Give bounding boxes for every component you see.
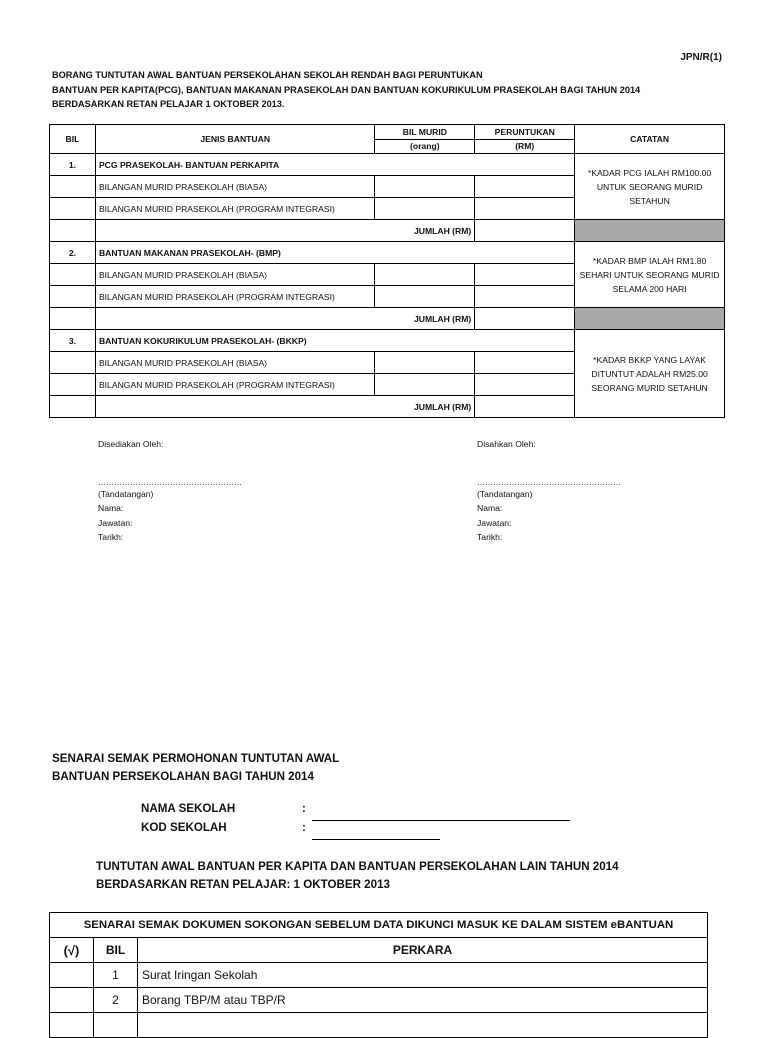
school-name-label: NAMA SEKOLAH <box>141 802 236 815</box>
signature-label: (Tandatangan) <box>477 489 533 500</box>
row-label: BILANGAN MURID PRASEKOLAH (PROGRAM INTEGRASI) <box>95 374 375 396</box>
checklist-table-title: SENARAI SEMAK DOKUMEN SOKONGAN SEBELUM DATA DIKUNCI MASUK KE DALAM SISTEM eBANTUAN <box>50 913 708 938</box>
date-label: Tarikh: <box>477 531 503 542</box>
row-label: BILANGAN MURID PRASEKOLAH (BIASA) <box>95 176 375 198</box>
item-text: Surat Iringan Sekolah <box>138 963 708 988</box>
section-3-title-row <box>50 330 725 352</box>
colon: : <box>302 802 306 815</box>
form-header <box>52 68 640 112</box>
peruntukan-unit: (RM) <box>475 139 575 154</box>
col-bil-murid-header: BIL MURID <box>375 125 475 140</box>
bil-murid-input-cell[interactable] <box>375 198 475 220</box>
peruntukan-input-cell[interactable] <box>475 198 575 220</box>
total-label: JUMLAH (RM) <box>95 308 474 330</box>
signature-line: ……………………………………………… <box>477 478 621 488</box>
section-2-note: *KADAR BMP IALAH RM1.80 SEHARI UNTUK SEORANG MURID SELAMA 200 HARI <box>575 242 725 308</box>
school-code-label: KOD SEKOLAH <box>141 821 227 834</box>
check-cell[interactable] <box>50 963 94 988</box>
row-label: BILANGAN MURID PRASEKOLAH (BIASA) <box>95 352 375 374</box>
bil-murid-input-cell[interactable] <box>375 264 475 286</box>
check-cell[interactable] <box>50 988 94 1013</box>
total-row <box>50 220 725 242</box>
shaded-cell <box>575 220 725 242</box>
col-perkara-header: PERKARA <box>138 938 708 963</box>
total-row <box>50 308 725 330</box>
checklist-row <box>50 963 708 988</box>
total-input-cell[interactable] <box>475 220 575 242</box>
section-title: BANTUAN MAKANAN PRASEKOLAH- (BMP) <box>95 242 574 264</box>
checklist-row <box>50 988 708 1013</box>
col-check-header: (√) <box>50 938 94 963</box>
position-label: Jawatan: <box>477 517 512 528</box>
col-peruntukan-header: PERUNTUKAN <box>475 125 575 140</box>
row-label: BILANGAN MURID PRASEKOLAH (PROGRAM INTEGRASI) <box>95 286 375 308</box>
prepared-by-heading: Disediakan Oleh: <box>98 439 164 449</box>
checklist-table <box>49 912 708 1038</box>
checklist-subtitle: TUNTUTAN AWAL BANTUAN PER KAPITA DAN BANTUAN PERSEKOLAHAN LAIN TAHUN 2014 BERDASARKAN RETAN PELAJAR: 1 OKTOBER 2013 <box>96 860 619 891</box>
total-label: JUMLAH (RM) <box>95 220 474 242</box>
form-reference-code: JPN/R(1) <box>680 52 722 63</box>
approved-by-block <box>477 437 621 544</box>
approved-by-heading: Disahkan Oleh: <box>477 439 536 449</box>
item-number: 1 <box>94 963 138 988</box>
section-1-title-row <box>50 154 725 176</box>
prepared-by-block <box>98 437 242 544</box>
item-number: 2 <box>94 988 138 1013</box>
section-number: 3. <box>50 330 96 352</box>
header-line-2: BANTUAN PER KAPITA(PCG), BANTUAN MAKANAN PRASEKOLAH DAN BANTUAN KOKURIKULUM PRASEKOLAH BAGI TAHUN 2014 <box>52 84 641 95</box>
row-label: BILANGAN MURID PRASEKOLAH (BIASA) <box>95 264 375 286</box>
peruntukan-input-cell[interactable] <box>475 176 575 198</box>
item-text: Borang TBP/M atau TBP/R <box>138 988 708 1013</box>
total-label: JUMLAH (RM) <box>95 396 474 418</box>
table-header-row <box>50 125 725 140</box>
school-code-field[interactable] <box>312 829 440 840</box>
section-title: BANTUAN KOKURIKULUM PRASEKOLAH- (BKKP) <box>95 330 574 352</box>
date-label: Tarikh: <box>98 531 124 542</box>
total-input-cell[interactable] <box>475 308 575 330</box>
checklist-row <box>50 1013 708 1038</box>
checklist-title-row <box>50 913 708 938</box>
col-bil-header: BIL <box>50 125 96 154</box>
row-label: BILANGAN MURID PRASEKOLAH (PROGRAM INTEGRASI) <box>95 198 375 220</box>
bil-murid-input-cell[interactable] <box>375 374 475 396</box>
bil-murid-unit: (orang) <box>375 139 475 154</box>
signature-label: (Tandatangan) <box>98 489 154 500</box>
position-label: Jawatan: <box>98 517 133 528</box>
check-cell[interactable] <box>50 1013 94 1038</box>
section-3-note: *KADAR BKKP YANG LAYAK DITUNTUT ADALAH RM25.00 SEORANG MURID SETAHUN <box>575 330 725 418</box>
total-input-cell[interactable] <box>475 396 575 418</box>
col-bil-header: BIL <box>94 938 138 963</box>
name-label: Nama: <box>98 503 124 514</box>
header-line-3: BERDASARKAN RETAN PELAJAR 1 OKTOBER 2013. <box>52 99 285 109</box>
bil-murid-input-cell[interactable] <box>375 352 475 374</box>
peruntukan-input-cell[interactable] <box>475 374 575 396</box>
signature-line: ……………………………………………… <box>98 478 242 488</box>
section-number: 1. <box>50 154 96 176</box>
shaded-cell <box>575 308 725 330</box>
section-number: 2. <box>50 242 96 264</box>
peruntukan-input-cell[interactable] <box>475 264 575 286</box>
claim-table <box>49 124 725 418</box>
checklist-title: SENARAI SEMAK PERMOHONAN TUNTUTAN AWAL BANTUAN PERSEKOLAHAN BAGI TAHUN 2014 <box>52 752 340 783</box>
peruntukan-input-cell[interactable] <box>475 352 575 374</box>
colon: : <box>302 821 306 834</box>
section-2-title-row <box>50 242 725 264</box>
col-catatan-header: CATATAN <box>575 125 725 154</box>
header-line-1: BORANG TUNTUTAN AWAL BANTUAN PERSEKOLAHAN SEKOLAH RENDAH BAGI PERUNTUKAN <box>52 70 483 80</box>
school-name-field[interactable] <box>312 810 570 821</box>
bil-murid-input-cell[interactable] <box>375 286 475 308</box>
section-1-note: *KADAR PCG IALAH RM100.00 UNTUK SEORANG MURID SETAHUN <box>575 154 725 220</box>
bil-murid-input-cell[interactable] <box>375 176 475 198</box>
checklist-header-row <box>50 938 708 963</box>
peruntukan-input-cell[interactable] <box>475 286 575 308</box>
col-jenis-header: JENIS BANTUAN <box>95 125 375 154</box>
section-title: PCG PRASEKOLAH- BANTUAN PERKAPITA <box>95 154 574 176</box>
name-label: Nama: <box>477 503 503 514</box>
